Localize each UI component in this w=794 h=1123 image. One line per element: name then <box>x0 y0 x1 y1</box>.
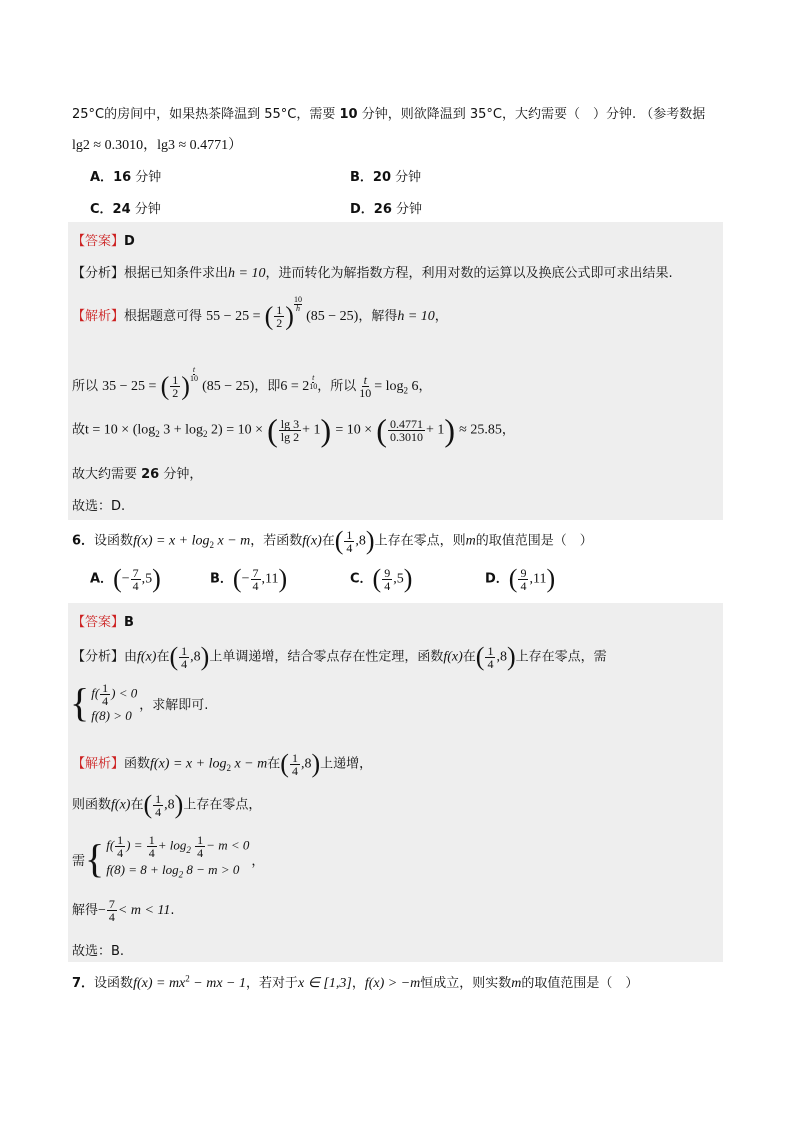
q6-analysis-line1: 【分析】由f(x)在( $\frac{1}{4}$ ,8)上单调递增，结合零点存在性定理，函数f(x)在( $\frac{1}{4}$ ,8)上存在零点，需 <box>72 642 607 671</box>
exponent: 10 h <box>293 295 302 313</box>
system-row-2: f(8) > 0 <box>91 708 132 723</box>
q5-answer: 【答案】D <box>72 234 135 249</box>
q6-stem: 6．设函数$f(x) = x + \log_2 x - m$，若函数f(x)在( $\frac{1}{4}$ ,8)上存在零点，则m的取值范围是（ ） <box>72 526 593 555</box>
q5-option-d[interactable]: D．26 分钟 <box>350 202 423 217</box>
q5-stem-line2: lg2 ≈ 0.3010，lg3 ≈ 0.4771） <box>72 138 243 153</box>
q5-solution-line4: 故大约需要 26 分钟， <box>72 467 203 482</box>
system-row-1: f( $\frac{1}{4}$ ) < 0 <box>91 681 138 708</box>
q6-option-b[interactable]: B．(− $\frac{7}{4}$ ,11) <box>210 564 288 593</box>
q6-solution-line2: 则函数f(x)在( $\frac{1}{4}$ ,8)上存在零点， <box>72 790 262 819</box>
q6-option-c[interactable]: C．( $\frac{9}{4}$ ,5) <box>350 564 413 593</box>
q6-solution-line4: 解得− $\frac{7}{4}$ < m < 11. <box>72 897 175 924</box>
q5-option-b[interactable]: B．20 分钟 <box>350 170 422 185</box>
q5-option-a[interactable]: A．16 分钟 <box>90 170 162 185</box>
q6-choose: 故选：B. <box>72 944 125 959</box>
q5-solution-line3: 故$t = 10 \times (\log_2$ $3 + \log_2 2) = 10$ × ( $\frac{\lg 3}{\lg 2}$ + 1) = 10 × ( $\frac{0.4771}{0.3010}$ + 1) ≈ 25.85， <box>72 412 515 448</box>
q5-option-c[interactable]: C．24 分钟 <box>90 202 161 217</box>
system-row-2: $f(8) = 8 + \log_2 8 - m > 0$ <box>106 862 240 880</box>
fraction: $\frac{1}{2}$ <box>276 303 283 330</box>
system-row-1: f( $\frac{1}{4}$ ) = $\frac{1}{4}$ + $\log_2$ $\frac{1}{4}$ − m < 0 <box>106 833 250 860</box>
q5-solution-line2: 所以 35 − 25 = ( $\frac{1}{2}$ ) $^{\frac{t}{10}}$ (85 − 25)，即6 = 2 $^{\frac{t}{10}}$ ，所以 $\frac{t}{10}$ = $\log_2 6$， <box>72 365 432 401</box>
q6-analysis-system: { f( $\frac{1}{4}$ ) < 0 f(8) > 0 ，求解即可. <box>70 680 209 725</box>
q6-option-a[interactable]: A．(− $\frac{7}{4}$ ,5) <box>90 564 161 593</box>
q5-choose: 故选：D. <box>72 499 126 514</box>
q5-solution-line1: 【解析】根据题意可得 55 − 25 = ( $\frac{1}{2}$ ) $^{\frac{10}{h}}$ (85 − 25)，解得h = 10， <box>72 295 448 331</box>
q5-stem-line1: 25°C的房间中，如果热茶降温到 55°C，需要 10 分钟，则欲降温到 35°C，大约需要（ ）分钟. （参考数据 <box>72 107 706 122</box>
q6-solution-line1: 【解析】函数$f(x) = x + \log_2 x - m$在( $\frac{1}{4}$ ,8)上递增， <box>72 749 373 778</box>
q6-answer: 【答案】B <box>72 615 134 630</box>
q6-option-d[interactable]: D．( $\frac{9}{4}$ ,11) <box>485 564 556 593</box>
q6-solution-system: 需 { f( $\frac{1}{4}$ ) = $\frac{1}{4}$ + $\log_2$ $\frac{1}{4}$ − m < 0 $f(8) = 8 + \log_2 8 - m > 0$ ， <box>72 834 264 885</box>
q5-analysis: 【分析】根据已知条件求出h = 10，进而转化为解指数方程，利用对数的运算以及换底公式即可求出结果. <box>72 266 673 281</box>
left-brace: { <box>70 680 90 725</box>
q7-stem: 7．设函数$f(x) = mx^2$ − mx − 1，若对于x ∈ [1,3]，f(x) > −m恒成立，则实数m的取值范围是（ ） <box>72 973 639 991</box>
